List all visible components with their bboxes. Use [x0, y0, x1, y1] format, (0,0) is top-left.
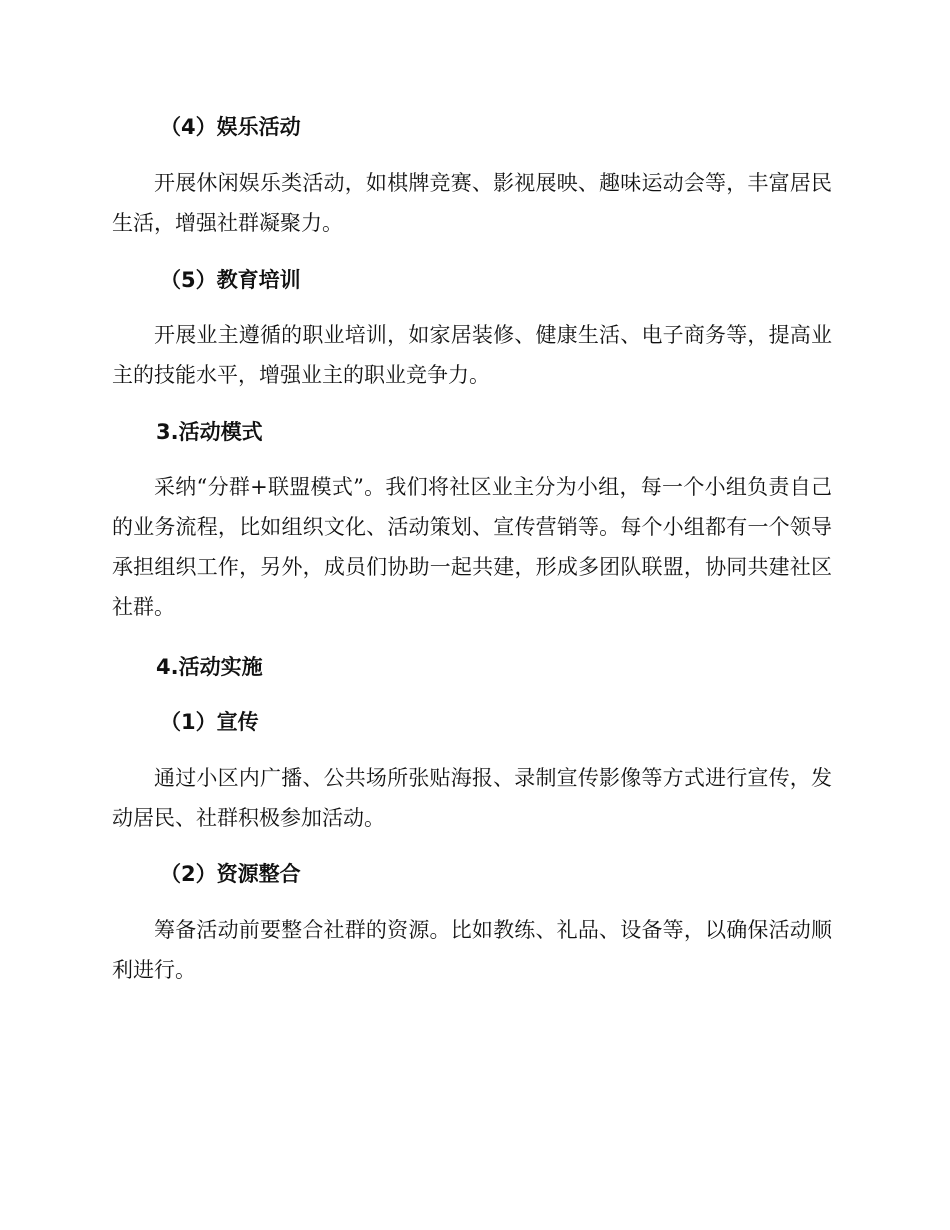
paragraph-publicity: 通过小区内广播、公共场所张贴海报、录制宣传影像等方式进行宣传，发动居民、社群积极参加活动。	[112, 766, 832, 830]
section-heading-publicity: （1）宣传	[160, 710, 259, 734]
paragraph-entertainment: 开展休闲娱乐类活动，如棋牌竞赛、影视展映、趣味运动会等，丰富居民生活，增强社群凝聚力。	[112, 171, 832, 235]
section-heading-activity-mode: 3.活动模式	[156, 420, 263, 444]
section-heading-education: （5）教育培训	[160, 268, 301, 292]
paragraph-education: 开展业主遵循的职业培训，如家居装修、健康生活、电子商务等，提高业主的技能水平，增强业主的职业竞争力。	[112, 323, 832, 387]
section-heading-entertainment: （4）娱乐活动	[160, 115, 301, 139]
section-heading-implementation: 4.活动实施	[156, 655, 263, 679]
paragraph-resources: 筹备活动前要整合社群的资源。比如教练、礼品、设备等，以确保活动顺利进行。	[112, 918, 832, 982]
section-heading-resources: （2）资源整合	[160, 862, 301, 886]
paragraph-activity-mode: 采纳“分群+联盟模式”。我们将社区业主分为小组，每一个小组负责自己的业务流程，比如组织文化、活动策划、宣传营销等。每个小组都有一个领导承担组织工作，另外，成员们协助一起共建，形成多团队联盟，协同共建社区社群。	[112, 475, 832, 619]
